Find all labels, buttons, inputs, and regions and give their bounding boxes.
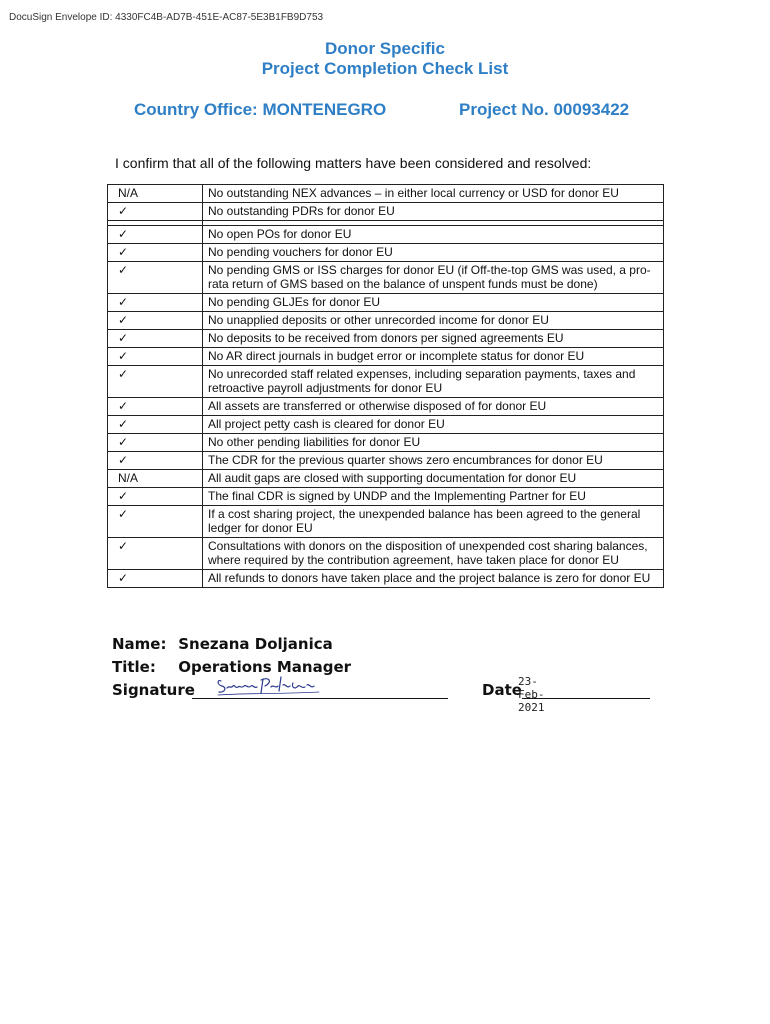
table-row — [108, 203, 664, 221]
checklist-item: No open POs for donor EU — [203, 226, 664, 244]
checklist-item: No pending GMS or ISS charges for donor EU (if Off-the-top GMS was used, a pro-rata return of GMS based on the balance of unspent funds must be done) — [203, 262, 664, 294]
table-row — [108, 506, 664, 538]
checklist-item: If a cost sharing project, the unexpended balance has been agreed to the general ledger for donor EU — [203, 506, 664, 538]
document-title: Donor Specific — [325, 39, 445, 58]
table-row — [108, 488, 664, 506]
status-mark: ✓ — [108, 348, 203, 366]
checklist-item: No pending vouchers for donor EU — [203, 244, 664, 262]
status-mark: ✓ — [108, 226, 203, 244]
table-row — [108, 348, 664, 366]
status-mark: ✓ — [108, 434, 203, 452]
table-row — [108, 434, 664, 452]
checklist-item: No pending GLJEs for donor EU — [203, 294, 664, 312]
name-label: Name: — [112, 635, 167, 653]
status-mark: ✓ — [108, 262, 203, 294]
status-mark: N/A — [108, 470, 203, 488]
status-mark: N/A — [108, 185, 203, 203]
country-office: Country Office: MONTENEGRO — [134, 100, 387, 119]
checklist-item: All assets are transferred or otherwise disposed of for donor EU — [203, 398, 664, 416]
checklist-item: All audit gaps are closed with supporting documentation for donor EU — [203, 470, 664, 488]
checklist-item: No outstanding NEX advances – in either local currency or USD for donor EU — [203, 185, 664, 203]
status-mark: ✓ — [108, 312, 203, 330]
status-mark: ✓ — [108, 398, 203, 416]
table-row — [108, 398, 664, 416]
name-value: Snezana Doljanica — [178, 635, 333, 653]
name-row — [112, 635, 333, 653]
status-mark: ✓ — [108, 203, 203, 221]
table-row — [108, 452, 664, 470]
date-label: Date — [482, 681, 522, 699]
checklist-item: No other pending liabilities for donor EU — [203, 434, 664, 452]
document-subtitle: Project Completion Check List — [261, 59, 509, 78]
status-mark: ✓ — [108, 244, 203, 262]
checklist-item: All refunds to donors have taken place and the project balance is zero for donor EU — [203, 570, 664, 588]
table-row — [108, 416, 664, 434]
checklist-item: The CDR for the previous quarter shows zero encumbrances for donor EU — [203, 452, 664, 470]
checklist-table — [107, 184, 664, 588]
checklist-item: All project petty cash is cleared for donor EU — [203, 416, 664, 434]
table-row — [108, 538, 664, 570]
checklist-item: No AR direct journals in budget error or incomplete status for donor EU — [203, 348, 664, 366]
table-row — [108, 366, 664, 398]
status-mark: ✓ — [108, 416, 203, 434]
status-mark: ✓ — [108, 330, 203, 348]
table-row — [108, 330, 664, 348]
confirmation-intro: I confirm that all of the following matters have been considered and resolved: — [115, 155, 592, 171]
table-row — [108, 470, 664, 488]
checklist-item: No unrecorded staff related expenses, including separation payments, taxes and retroactive payroll adjustments for donor EU — [203, 366, 664, 398]
signature-row — [112, 681, 195, 699]
handwritten-signature — [215, 673, 325, 699]
status-mark: ✓ — [108, 538, 203, 570]
status-mark: ✓ — [108, 452, 203, 470]
checklist-item: No unapplied deposits or other unrecorded income for donor EU — [203, 312, 664, 330]
project-number: Project No. 00093422 — [459, 100, 630, 119]
status-mark: ✓ — [108, 570, 203, 588]
table-row — [108, 294, 664, 312]
envelope-id: DocuSign Envelope ID: 4330FC4B-AD7B-451E-AC87-5E3B1FB9D753 — [9, 12, 324, 23]
checklist-item: Consultations with donors on the disposition of unexpended cost sharing balances, where required by the contribution agreement, have taken place for donor EU — [203, 538, 664, 570]
title-label: Title: — [112, 658, 156, 676]
status-mark: ✓ — [108, 294, 203, 312]
status-mark: ✓ — [108, 506, 203, 538]
table-row — [108, 185, 664, 203]
signature-label: Signature — [112, 681, 195, 699]
date-value: 23-Feb-2021 — [518, 675, 545, 714]
table-row — [108, 262, 664, 294]
table-row — [108, 244, 664, 262]
date-line[interactable] — [522, 698, 650, 699]
checklist-item: No deposits to be received from donors per signed agreements EU — [203, 330, 664, 348]
status-mark: ✓ — [108, 366, 203, 398]
checklist-item: No outstanding PDRs for donor EU — [203, 203, 664, 221]
table-row — [108, 570, 664, 588]
checklist-item: The final CDR is signed by UNDP and the Implementing Partner for EU — [203, 488, 664, 506]
table-row — [108, 312, 664, 330]
status-mark: ✓ — [108, 488, 203, 506]
title-value: Operations Manager — [178, 658, 352, 676]
table-row — [108, 226, 664, 244]
